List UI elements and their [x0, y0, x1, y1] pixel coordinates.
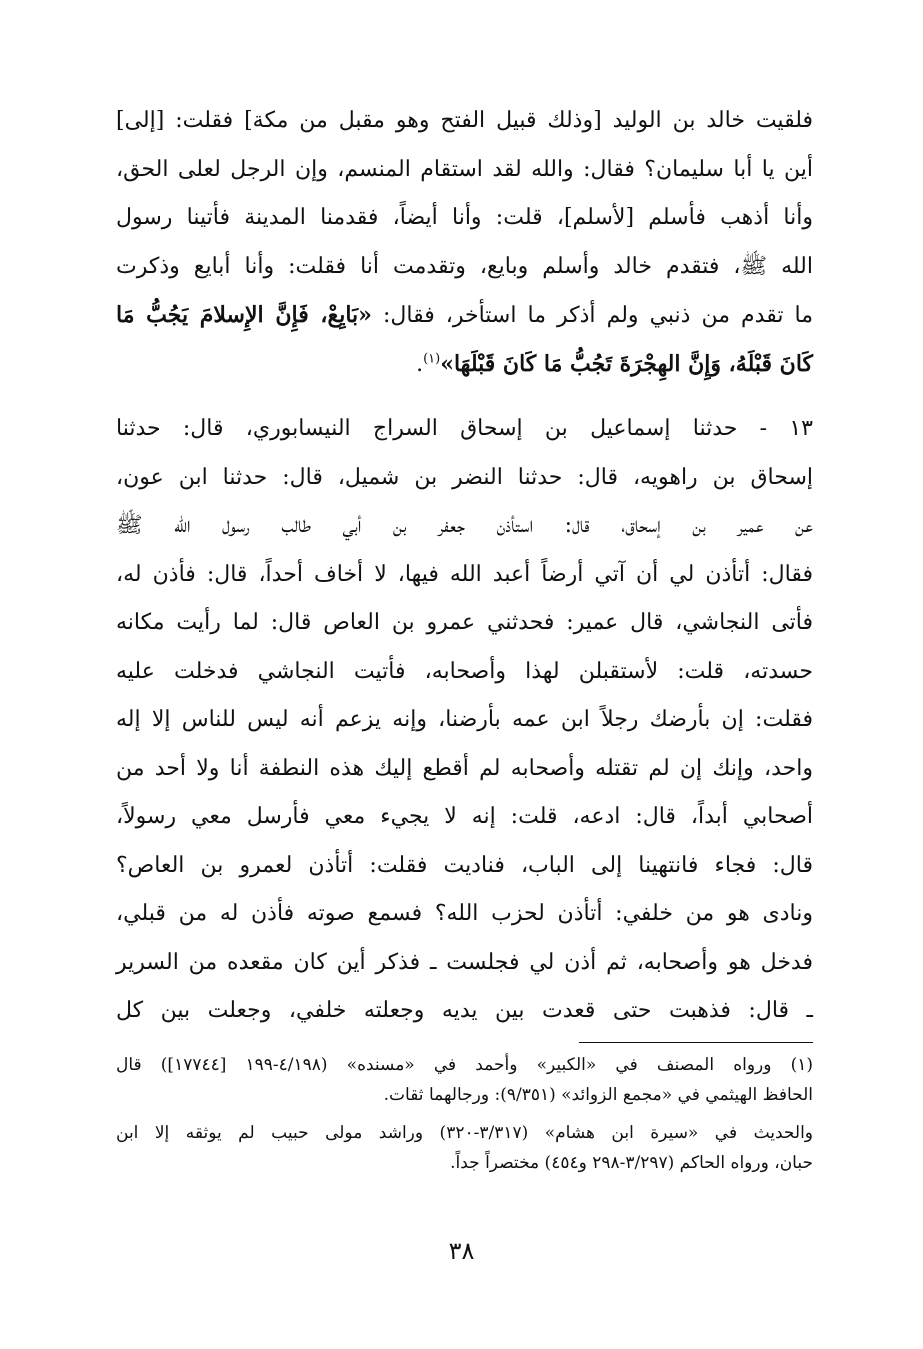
footnotes: [116, 1050, 813, 1178]
text-line: فلقيت خالد بن الوليد [وذلك قبيل الفتح وهو مقبل من مكة] فقلت: [إلى]: [116, 108, 813, 133]
narration-text: ما تقدم من ذنبي ولم أذكر ما استأخر، فقال:: [371, 303, 813, 328]
hadith-quote-text: كَانَ قَبْلَهُ، وَإِنَّ الهِجْرَةَ تَجُبُّ مَا كَانَ قَبْلَهَا»: [440, 350, 813, 377]
text-line: [116, 340, 813, 389]
text-line: أصحابي أبداً، قال: ادعه، قلت: إنه لا يجيء معي فأرسل معي رسولاً،: [116, 804, 813, 829]
page-number: ٣٨: [448, 1237, 475, 1265]
text-line: فأتى النجاشي، قال عمير: فحدثني عمرو بن العاص قال: لما رأيت مكانه: [116, 610, 813, 635]
text-line: ـ قال: فذهبت حتى قعدت بين يديه وجعلته خلفي، وجعلت بين كل: [116, 998, 813, 1023]
paragraph-1: [116, 97, 813, 388]
text-line: حسدته، قلت: لأستقبلن لهذا وأصحابه، فأتيت النجاشي فدخلت عليه: [116, 658, 813, 684]
text-line: واحد، وإنك إن لم تقتله وأصحابه لم أقطع إليك هذه النطفة أنا ولا أحد من: [116, 755, 813, 781]
footnote-2: [116, 1118, 813, 1178]
text-line: فقلت: إن بأرضك رجلاً ابن عمه بأرضنا، وإنه يزعم أنه ليس للناس إلا إله: [116, 707, 813, 732]
footnote-separator: [579, 1042, 813, 1043]
footnote-line: حبان، ورواه الحاكم (٣/٢٩٧-٢٩٨ و٤٥٤) مختصراً جداً.: [450, 1153, 813, 1173]
footnote-line: (١) ورواه المصنف في «الكبير» وأحمد في «مسنده» (٤/١٩٨-١٩٩ [١٧٧٤٤]) قال: [116, 1055, 813, 1075]
text-line: فدخل هو وأصحابه، ثم أذن لي فجلست ـ فذكر أين كان مقعده من السرير: [116, 949, 813, 975]
footnote-line: والحديث في «سيرة ابن هشام» (٣/٣١٧-٣٢٠) وراشد مولى حبيب لم يوثقه إلا ابن: [116, 1123, 814, 1143]
text-line: وأنا أذهب فأسلم [لأسلم]، قلت: وأنا أيضاً، فقدمنا المدينة فأتينا رسول: [116, 205, 813, 230]
hadith-quote-text: «بَايِعْ، فَإِنَّ الإِسلامَ يَجُبُّ مَا: [116, 302, 372, 328]
text-line: قال: فجاء فانتهينا إلى الباب، فناديت فقلت: أتأذن لعمرو بن العاص؟: [116, 852, 813, 878]
text-line: [116, 291, 813, 340]
text-line: عن عمير بن إسحاق، قال: استأذن جعفر بن أبي طالب رسول الله ﷺ: [116, 513, 813, 538]
text-line: ١٣ - حدثنا إسماعيل بن إسحاق السراج النيسابوري، قال: حدثنا: [116, 416, 813, 441]
paragraph-2: [116, 405, 813, 1036]
text-line: أين يا أبا سليمان؟ فقال: والله لقد استقام المنسم، وإن الرجل لعلى الحق،: [116, 156, 813, 182]
closing-period: .: [416, 351, 424, 377]
text-line: فقال: أتأذن لي أن آتي أرضاً أعبد الله فيها، لا أخاف أحداً، قال: فأذن له،: [116, 561, 813, 587]
footnote-marker: (١): [423, 351, 441, 367]
footnote-gap: [116, 1110, 813, 1118]
text-line: ونادى هو من خلفي: أتأذن لحزب الله؟ فسمع صوته فأذن له من قبلي،: [116, 901, 813, 926]
text-line: الله ﷺ، فتقدم خالد وأسلم وبايع، وتقدمت أنا فقلت: وأنا أبايع وذكرت: [116, 253, 813, 279]
text-line: إسحاق بن راهويه، قال: حدثنا النضر بن شميل، قال: حدثنا ابن عون،: [116, 464, 813, 490]
footnote-line: الحافظ الهيثمي في «مجمع الزوائد» (٩/٣٥١): ورجالهما ثقات.: [383, 1085, 813, 1105]
footnote-1: [116, 1050, 813, 1110]
